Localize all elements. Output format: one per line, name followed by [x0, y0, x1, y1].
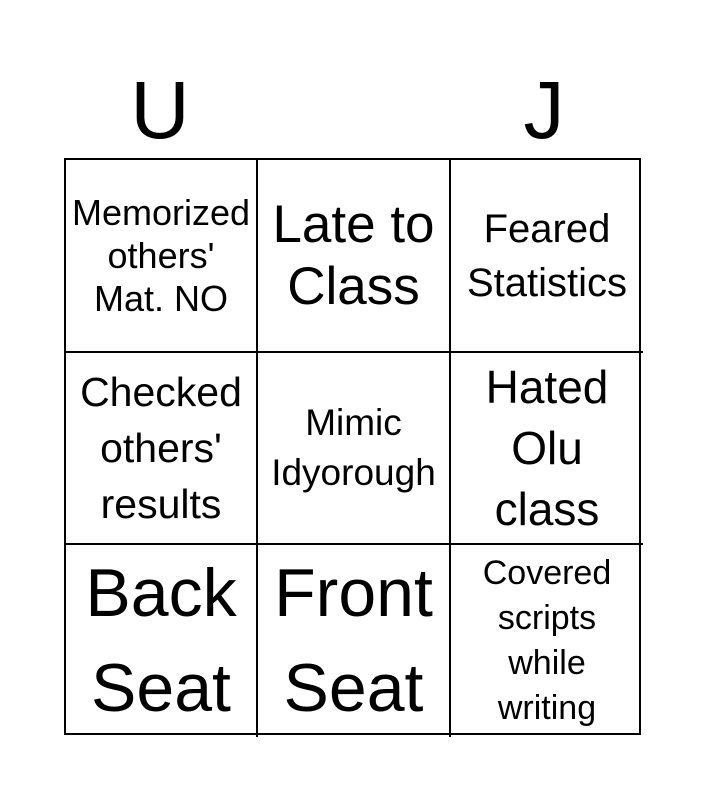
column-header-letter-2: [256, 68, 448, 154]
bingo-cell-text: Memorized others' Mat. NO: [71, 192, 251, 319]
bingo-cell-text: Checked others' results: [80, 369, 242, 527]
bingo-cell[interactable]: [258, 545, 451, 737]
column-header-letter-1: U: [130, 65, 190, 156]
bingo-cell[interactable]: [258, 353, 451, 545]
bingo-cell[interactable]: [258, 160, 451, 353]
bingo-cell-text: Covered scripts while writing: [482, 554, 612, 727]
bingo-cell[interactable]: [66, 353, 258, 545]
bingo-cell[interactable]: [451, 545, 643, 737]
bingo-cell-text: Feared Statistics: [466, 206, 628, 305]
bingo-cell-text: Late to Class: [272, 194, 435, 316]
bingo-cell-text: Back Seat: [85, 555, 237, 726]
bingo-cell[interactable]: [451, 353, 643, 545]
bingo-cell[interactable]: [66, 160, 258, 353]
column-header-letter-3: J: [523, 65, 565, 156]
bingo-cell-text: Front Seat: [274, 555, 433, 726]
bingo-cell-text: Mimic Idyorough: [271, 402, 436, 493]
bingo-grid: [64, 158, 641, 735]
bingo-cell[interactable]: [66, 545, 258, 737]
bingo-cell[interactable]: [451, 160, 643, 353]
bingo-cell-text: Hated Olu class: [485, 360, 609, 535]
